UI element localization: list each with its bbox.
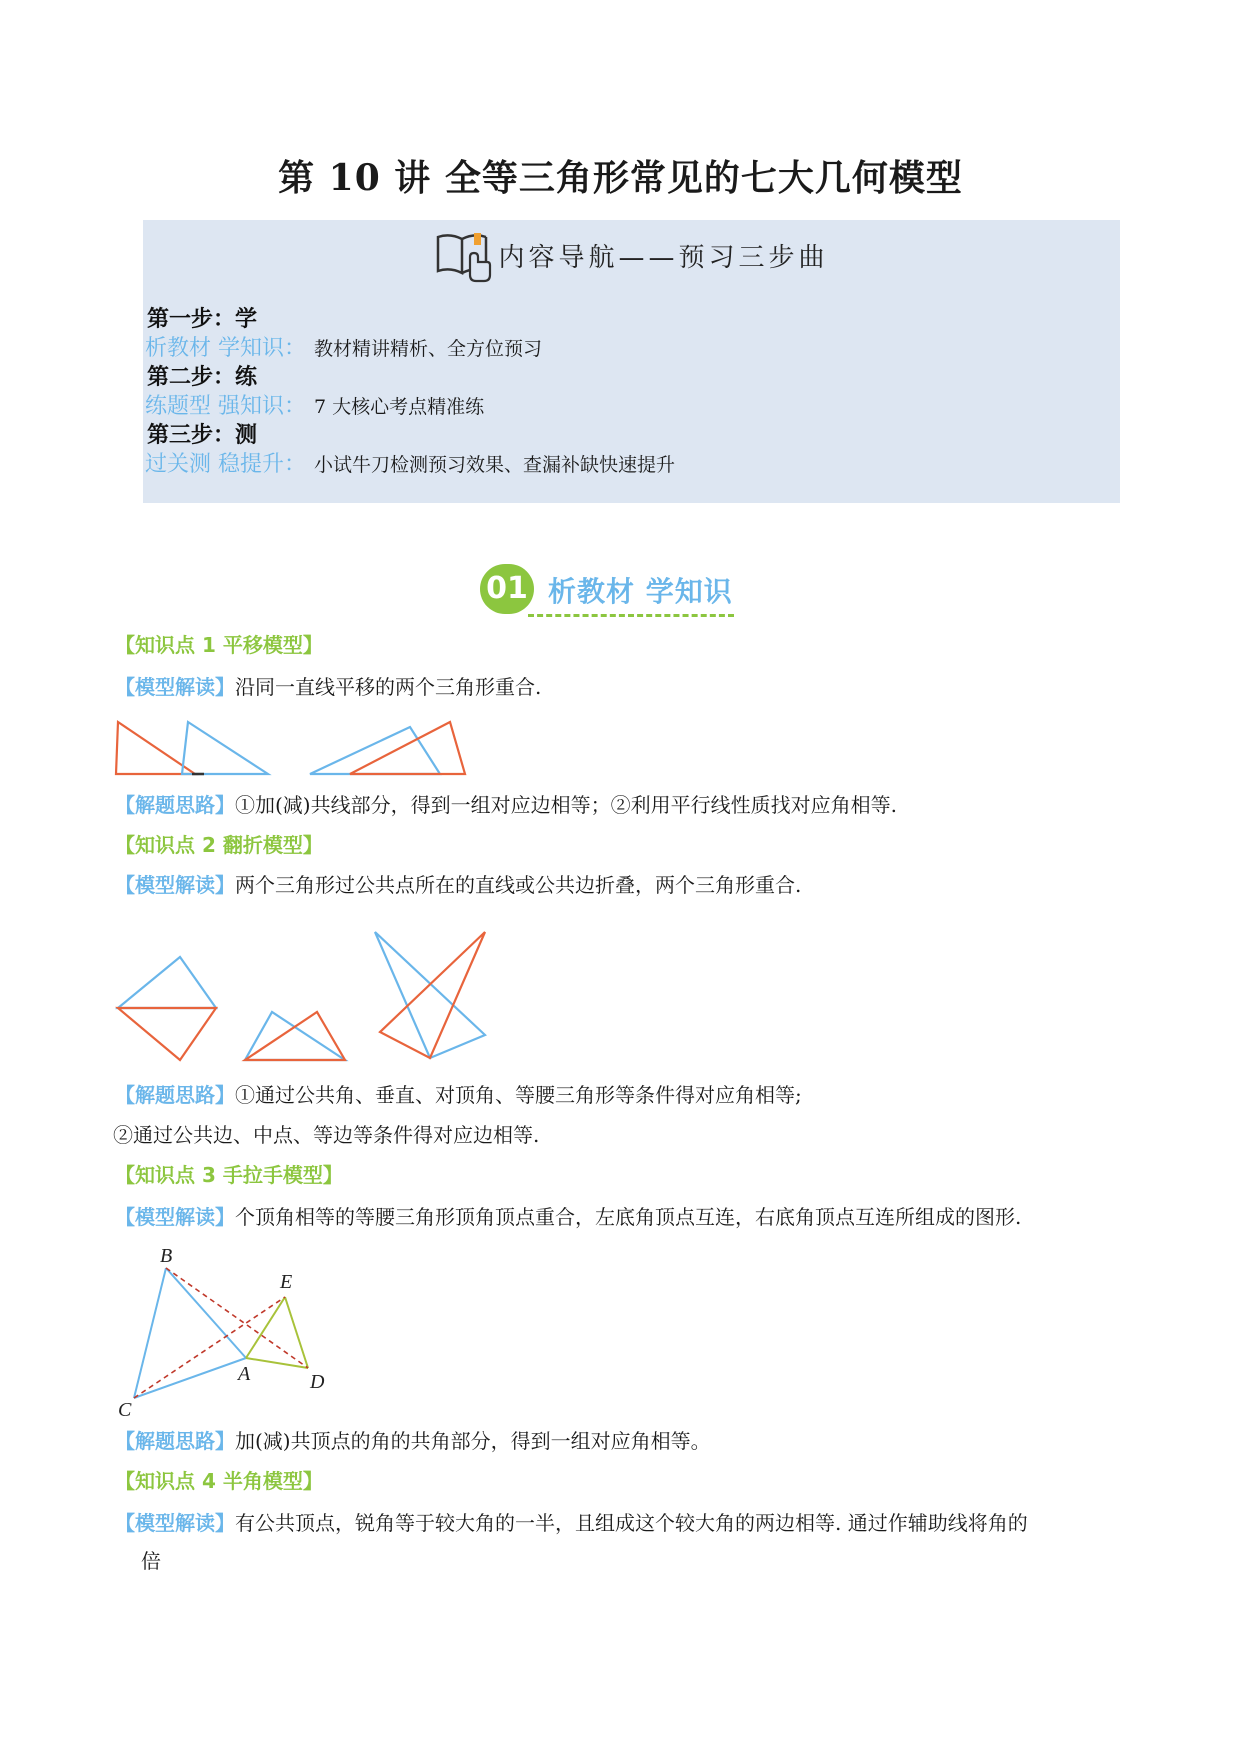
kp2-reading-text: 两个三角形过公共点所在的直线或公共边折叠，两个三角形重合.	[235, 873, 802, 897]
step-2-line	[145, 389, 484, 420]
step-1-line	[145, 331, 542, 362]
step-3-tag: 过关测 稳提升：	[145, 452, 306, 477]
kp2-reading	[115, 870, 801, 900]
kp3-reading-tag: 【模型解读】	[115, 1205, 235, 1229]
kp1-heading: 【知识点 1 平移模型】	[115, 633, 323, 657]
step-2-title: 第二步：练	[147, 365, 258, 390]
kp3-idea-text: 加(减)共顶点的角的共角部分，得到一组对应角相等。	[235, 1429, 711, 1453]
page-title: 第 10 讲 全等三角形常见的七大几何模型	[278, 157, 963, 199]
nav-header	[143, 220, 1120, 290]
step-2-desc: 7 大核心考点精准练	[314, 396, 485, 418]
kp3-reading	[115, 1202, 1021, 1232]
step-2-tag: 练题型 强知识：	[145, 394, 306, 419]
kp4-reading-text-2: 倍	[141, 1549, 161, 1573]
kp2-reading-tag: 【模型解读】	[115, 873, 235, 897]
hand-in-hand-model-figure	[110, 1240, 340, 1420]
kp1-reading	[115, 672, 541, 702]
kp3-idea-tag: 【解题思路】	[115, 1429, 235, 1453]
kp2-idea	[115, 1080, 802, 1110]
step-3-line	[145, 447, 675, 478]
kp2-heading: 【知识点 2 翻折模型】	[115, 833, 323, 857]
step-1-desc: 教材精讲精析、全方位预习	[314, 338, 543, 360]
label-B: B	[160, 1245, 173, 1267]
section-banner	[480, 560, 760, 620]
step-1-tag: 析教材 学知识：	[145, 336, 306, 361]
label-E: E	[280, 1271, 293, 1293]
kp2-idea-text-1: ①通过公共角、垂直、对顶角、等腰三角形等条件得对应角相等;	[235, 1083, 802, 1107]
kp2-idea-text-2: ②通过公共边、中点、等边等条件得对应边相等.	[113, 1123, 540, 1147]
kp1-idea-tag: 【解题思路】	[115, 793, 235, 817]
label-A: A	[238, 1363, 251, 1385]
step-3-desc: 小试牛刀检测预习效果、查漏补缺快速提升	[314, 454, 676, 476]
kp4-reading	[115, 1508, 1028, 1538]
kp1-idea-text: ①加(减)共线部分，得到一组对应边相等；②利用平行线性质找对应角相等.	[235, 793, 897, 817]
kp3-heading: 【知识点 3 手拉手模型】	[115, 1163, 343, 1187]
nav-header-text: 内容导航——预习三步曲	[498, 242, 829, 273]
section-title: 析教材 学知识	[548, 575, 733, 608]
kp4-reading-tag: 【模型解读】	[115, 1511, 235, 1535]
step-3-title: 第三步：测	[147, 423, 258, 448]
section-number-badge: 01	[480, 564, 534, 614]
kp1-idea	[115, 790, 897, 820]
step-1-title: 第一步：学	[147, 307, 258, 332]
kp4-reading-text-1: 有公共顶点，锐角等于较大角的一半，且组成这个较大角的两边相等. 通过作辅助线将角的	[235, 1511, 1028, 1535]
section-divider	[528, 614, 734, 617]
kp1-reading-tag: 【模型解读】	[115, 675, 235, 699]
label-C: C	[118, 1399, 132, 1420]
kp4-heading: 【知识点 4 半角模型】	[115, 1469, 323, 1493]
book-hand-icon	[434, 227, 492, 283]
label-D: D	[310, 1371, 325, 1393]
folding-model-figure	[110, 920, 490, 1070]
kp1-reading-text: 沿同一直线平移的两个三角形重合.	[235, 675, 542, 699]
kp2-idea-tag: 【解题思路】	[115, 1083, 235, 1107]
translation-model-figure	[110, 712, 470, 782]
content-navigation-box	[143, 220, 1120, 503]
kp3-reading-text: 个顶角相等的等腰三角形顶角顶点重合，左底角顶点互连，右底角顶点互连所组成的图形.	[235, 1205, 1022, 1229]
kp3-idea	[115, 1426, 711, 1456]
